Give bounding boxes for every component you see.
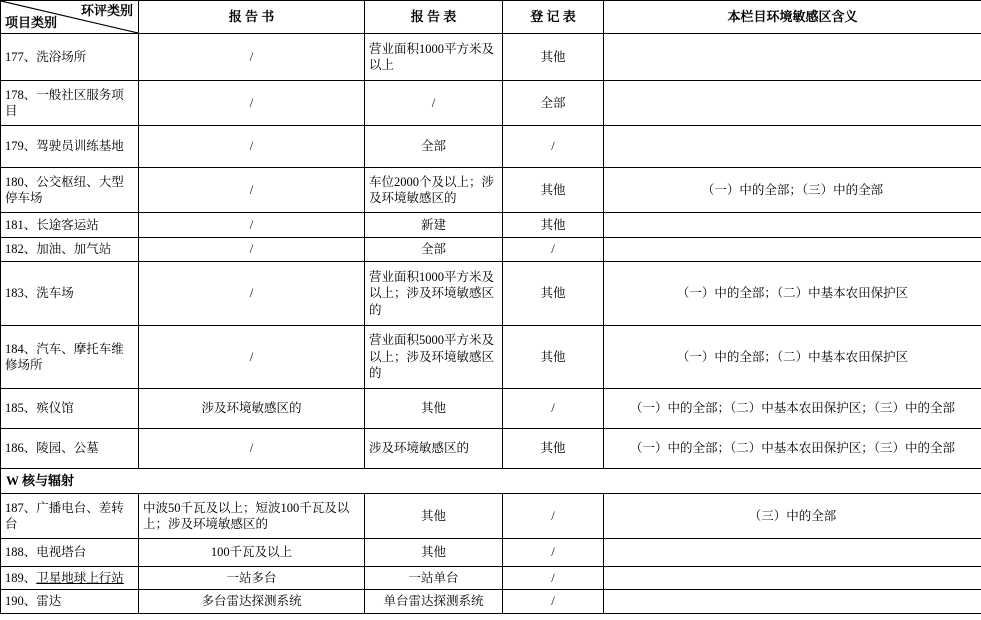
report-book-cell: 多台雷达探测系统 <box>139 590 365 614</box>
project-cell: 186、陵园、公墓 <box>1 429 139 469</box>
registration-form-cell: / <box>503 389 604 429</box>
project-cell: 188、电视塔台 <box>1 539 139 567</box>
registration-form-cell: / <box>503 539 604 567</box>
sensitive-area-cell <box>604 539 981 567</box>
sensitive-area-cell <box>604 567 981 590</box>
registration-form-cell: 其他 <box>503 262 604 326</box>
table-row <box>1 81 981 126</box>
report-book-cell: / <box>139 238 365 262</box>
header-registration-form: 登 记 表 <box>503 1 604 34</box>
table-row <box>1 494 981 539</box>
project-number: 189、 <box>5 570 37 585</box>
report-form-cell: 营业面积1000平方米及以上；涉及环境敏感区的 <box>365 262 503 326</box>
sensitive-area-cell <box>604 213 981 238</box>
registration-form-cell: / <box>503 590 604 614</box>
header-sensitive-area-meaning: 本栏目环境敏感区含义 <box>604 1 981 34</box>
registration-form-cell: 其他 <box>503 34 604 81</box>
table-row <box>1 168 981 213</box>
table-row <box>1 213 981 238</box>
table-row <box>1 126 981 168</box>
table-row <box>1 262 981 326</box>
report-book-cell: / <box>139 429 365 469</box>
report-form-cell: 新建 <box>365 213 503 238</box>
table-row <box>1 539 981 567</box>
project-cell: 190、雷达 <box>1 590 139 614</box>
report-form-cell: 全部 <box>365 126 503 168</box>
header-report-book: 报 告 书 <box>139 1 365 34</box>
report-form-cell: 其他 <box>365 539 503 567</box>
corner-header-cell <box>1 1 139 34</box>
sensitive-area-cell <box>604 81 981 126</box>
table-row <box>1 567 981 590</box>
project-cell: 184、汽车、摩托车维修场所 <box>1 326 139 389</box>
report-book-cell: / <box>139 34 365 81</box>
registration-form-cell: 其他 <box>503 429 604 469</box>
project-cell: 180、公交枢纽、大型停车场 <box>1 168 139 213</box>
report-book-cell: / <box>139 262 365 326</box>
report-book-cell: 100千瓦及以上 <box>139 539 365 567</box>
report-form-cell: 涉及环境敏感区的 <box>365 429 503 469</box>
project-cell: 182、加油、加气站 <box>1 238 139 262</box>
report-book-cell: / <box>139 326 365 389</box>
section-header-nuclear-radiation: W 核与辐射 <box>1 469 981 494</box>
report-form-cell: 其他 <box>365 389 503 429</box>
registration-form-cell: / <box>503 238 604 262</box>
report-book-cell: 涉及环境敏感区的 <box>139 389 365 429</box>
registration-form-cell: 其他 <box>503 326 604 389</box>
table-row <box>1 238 981 262</box>
registration-form-cell: / <box>503 494 604 539</box>
report-book-cell: / <box>139 213 365 238</box>
report-form-cell: 全部 <box>365 238 503 262</box>
registration-form-cell: 全部 <box>503 81 604 126</box>
sensitive-area-cell: （一）中的全部；（二）中基本农田保护区 <box>604 326 981 389</box>
report-form-cell: 单台雷达探测系统 <box>365 590 503 614</box>
project-cell: 179、驾驶员训练基地 <box>1 126 139 168</box>
section-row-nuclear-radiation <box>1 469 981 494</box>
sensitive-area-cell <box>604 590 981 614</box>
registration-form-cell: / <box>503 126 604 168</box>
report-book-cell: / <box>139 126 365 168</box>
project-cell: 187、广播电台、差转台 <box>1 494 139 539</box>
project-cell: 185、殡仪馆 <box>1 389 139 429</box>
project-cell: 183、洗车场 <box>1 262 139 326</box>
project-name-underlined: 卫星地球上行站 <box>36 570 124 585</box>
project-cell: 177、洗浴场所 <box>1 34 139 81</box>
table-row <box>1 389 981 429</box>
report-book-cell: 中波50千瓦及以上；短波100千瓦及以上；涉及环境敏感区的 <box>139 494 365 539</box>
header-row <box>1 1 981 34</box>
report-form-cell: / <box>365 81 503 126</box>
report-form-cell: 营业面积5000平方米及以上；涉及环境敏感区的 <box>365 326 503 389</box>
report-book-cell: / <box>139 81 365 126</box>
sensitive-area-cell: （三）中的全部 <box>604 494 981 539</box>
project-cell: 178、一般社区服务项目 <box>1 81 139 126</box>
registration-form-cell: 其他 <box>503 168 604 213</box>
report-form-cell: 一站单台 <box>365 567 503 590</box>
report-form-cell: 其他 <box>365 494 503 539</box>
sensitive-area-cell: （一）中的全部；（三）中的全部 <box>604 168 981 213</box>
report-book-cell: / <box>139 168 365 213</box>
sensitive-area-cell <box>604 126 981 168</box>
table-row <box>1 326 981 389</box>
sensitive-area-cell: （一）中的全部；（二）中基本农田保护区；（三）中的全部 <box>604 389 981 429</box>
sensitive-area-cell <box>604 34 981 81</box>
sensitive-area-cell <box>604 238 981 262</box>
sensitive-area-cell: （一）中的全部；（二）中基本农田保护区 <box>604 262 981 326</box>
project-cell <box>1 567 139 590</box>
report-book-cell: 一站多台 <box>139 567 365 590</box>
report-form-cell: 车位2000个及以上；涉及环境敏感区的 <box>365 168 503 213</box>
table-row <box>1 34 981 81</box>
registration-form-cell: / <box>503 567 604 590</box>
registration-form-cell: 其他 <box>503 213 604 238</box>
report-form-cell: 营业面积1000平方米及以上 <box>365 34 503 81</box>
sensitive-area-cell: （一）中的全部；（二）中基本农田保护区；（三）中的全部 <box>604 429 981 469</box>
table-row <box>1 590 981 614</box>
project-cell: 181、长途客运站 <box>1 213 139 238</box>
table-row <box>1 429 981 469</box>
corner-label-project-category: 项目类别 <box>5 14 58 30</box>
corner-label-eia-category: 环评类别 <box>80 3 133 18</box>
header-report-form: 报 告 表 <box>365 1 503 34</box>
